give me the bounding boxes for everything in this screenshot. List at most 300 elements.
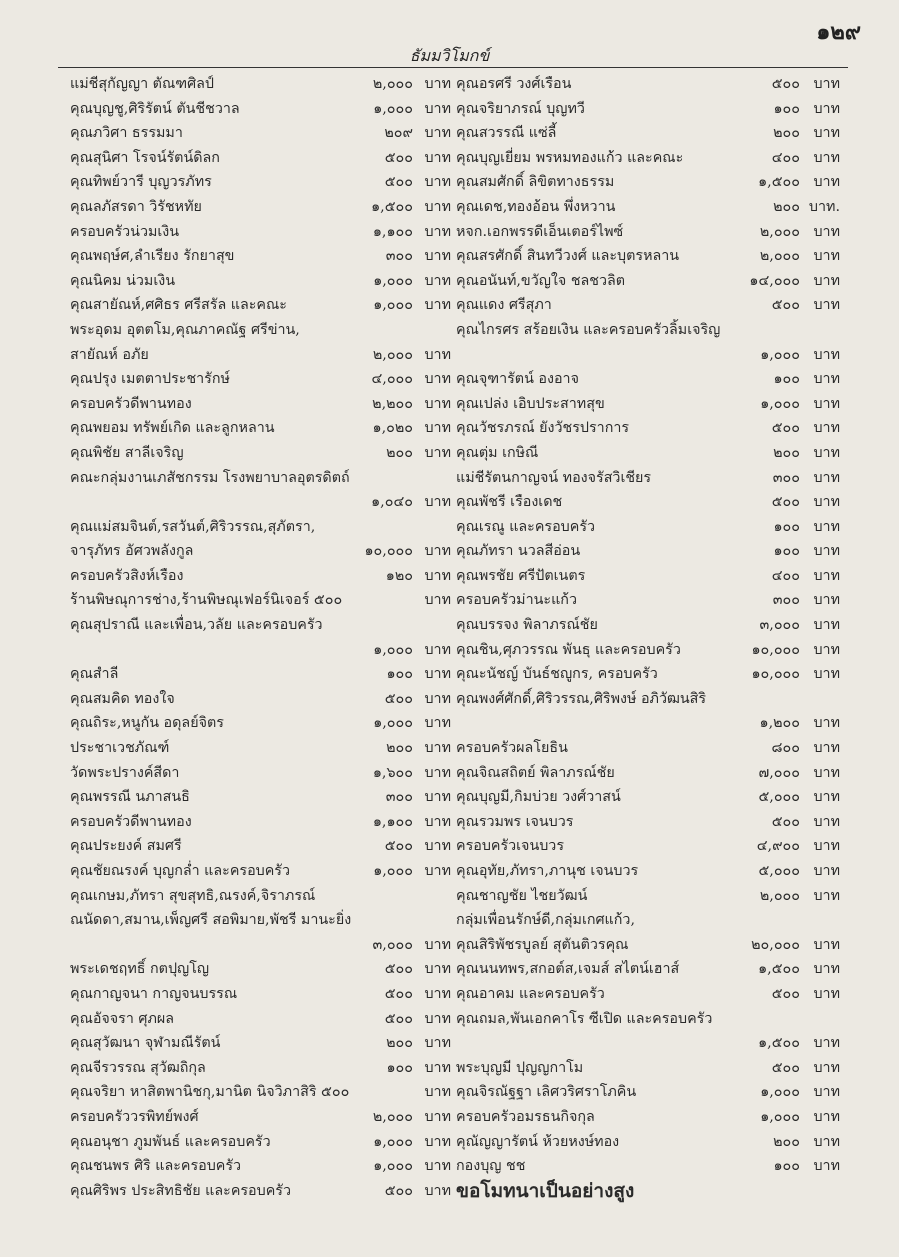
donor-row	[456, 244, 856, 269]
donor-name: คุณัญญารัตน์ ห้วยหงษ์ทอง	[456, 1133, 620, 1150]
donor-row	[70, 244, 465, 269]
donor-name: คุณสายัณห์,ศศิธร ศรีสรัล และคณะ	[70, 297, 287, 314]
donor-row	[456, 195, 856, 220]
donor-name: คุณสวรรณี แซ่ลี้	[456, 125, 557, 142]
currency-unit: บาท	[424, 371, 451, 388]
donation-amount: ๒,๐๐๐	[759, 887, 800, 904]
currency-unit: บาท	[813, 813, 840, 830]
donor-row	[70, 908, 465, 933]
donation-amount: ๕๐๐	[384, 1182, 413, 1199]
donor-row	[70, 810, 465, 835]
donor-row	[70, 441, 465, 466]
currency-unit: บาท	[424, 838, 451, 855]
donor-name: คุณวัชรภรณ์ ยังวัชรปราการ	[456, 420, 630, 437]
donation-amount: ๑๐๐	[386, 1059, 413, 1076]
currency-unit: บาท	[424, 936, 451, 953]
currency-unit: บาท	[424, 444, 451, 461]
donation-amount: ๑,๐๐๐	[760, 395, 800, 412]
left-donor-column	[70, 72, 465, 1203]
donor-row	[456, 908, 856, 933]
currency-unit: บาท	[424, 1084, 451, 1101]
currency-unit: บาท	[813, 1158, 840, 1175]
donor-name: คุณนิคม น่วมเงิน	[70, 272, 175, 289]
donation-amount: ๕๐๐	[771, 76, 800, 92]
donor-name: ครอบครัวผลโยธิน	[456, 740, 568, 757]
donor-row	[70, 834, 465, 859]
currency-unit: บาท	[424, 100, 451, 117]
donor-row	[456, 1105, 856, 1130]
donation-amount: ๑,๐๐๐	[373, 863, 413, 879]
donation-amount: ๑๐๐	[386, 666, 413, 683]
currency-unit: บาท	[813, 985, 840, 1002]
donor-name: กองบุญ ชช	[456, 1158, 526, 1175]
donor-row	[70, 859, 465, 884]
donor-row	[70, 318, 465, 343]
donor-row	[456, 515, 856, 540]
currency-unit: บาท	[424, 420, 451, 437]
donor-row	[70, 1130, 465, 1155]
donor-name: คุณพฤษ์ศ,ลำเรียง รักยาสุข	[70, 248, 235, 265]
currency-unit: บาท	[424, 346, 451, 363]
donor-row	[456, 343, 856, 368]
right-donor-column	[456, 72, 856, 1203]
donor-name: คุณบุญชู,ศิริรัตน์ ตันชีชวาล	[70, 100, 240, 117]
donation-amount: ๑,๐๐๐	[373, 272, 413, 289]
donor-name: คุณอุทัย,ภัทรา,ภานุช เจนบวร	[456, 863, 639, 879]
donor-row	[70, 1105, 465, 1130]
donation-amount: ๒๐๐	[773, 444, 800, 461]
donation-amount: ๑๐๐	[773, 100, 800, 117]
donor-row	[456, 810, 856, 835]
currency-unit: บาท	[813, 617, 840, 634]
donor-name: คุณพรรณี นภาสนธิ	[70, 789, 190, 806]
donor-row	[70, 638, 465, 663]
donor-row	[70, 343, 465, 368]
donation-amount: ๑๐๐	[773, 371, 800, 388]
donor-row	[70, 515, 465, 540]
donor-row	[456, 1007, 856, 1032]
donor-name: คุณสมคิด ทองใจ	[70, 690, 175, 707]
page-number: ๑๒๙	[816, 19, 861, 45]
currency-unit: บาท	[813, 1133, 840, 1150]
currency-unit: บาท	[813, 494, 840, 511]
donor-name: ครอบครัวดีพานทอง	[70, 395, 192, 412]
donor-row	[70, 539, 465, 564]
currency-unit: บาท	[813, 887, 840, 904]
currency-unit: บาท.	[808, 198, 840, 215]
donor-row	[456, 957, 856, 982]
donor-name: ครอบครัวอมรธนกิจกุล	[456, 1108, 595, 1125]
donor-name: คุณไกรศร สร้อยเงิน และครอบครัวลิ้มเจริญ	[456, 321, 721, 338]
donor-name: กลุ่มเพื่อนรักษ์ดี,กลุ่มเกศแก้ว,	[456, 912, 636, 929]
currency-unit: บาท	[424, 1059, 451, 1076]
donor-row	[456, 72, 856, 97]
currency-unit: บาท	[813, 1059, 840, 1076]
donor-name: คุณจริยา หาสิตพานิชกุ,มานิต นิจวิภาสิริ ๕๐๐	[70, 1084, 350, 1101]
donor-name: คุณสุนิศา โรจน์รัตน์ดิลก	[70, 149, 220, 166]
donation-amount: ๑๐,๐๐๐	[364, 543, 413, 560]
donor-name: คุณะนัชญ์ บันธ์ชญูกร, ครอบครัว	[456, 666, 658, 683]
donation-amount: ๒,๐๐๐	[372, 346, 413, 363]
donor-name: ครอบครัววรพิทย์พงศ์	[70, 1108, 199, 1125]
currency-unit: บาท	[813, 518, 840, 535]
donor-row	[70, 982, 465, 1007]
currency-unit: บาท	[424, 961, 451, 978]
currency-unit: บาท	[813, 764, 840, 781]
donor-row	[456, 1056, 856, 1081]
donor-row	[456, 269, 856, 294]
donor-name: คุณพยอม ทรัพย์เกิด และลูกหลาน	[70, 420, 275, 437]
currency-unit: บาท	[813, 272, 840, 289]
donor-name: คุณพิชัย สาลีเจริญ	[70, 444, 184, 461]
donor-name: คุณเกษม,ภัทรา สุขสุทธิ,ณรงค์,จิราภรณ์	[70, 887, 316, 904]
donor-name: คุณกาญจนา กาญจนบรรณ	[70, 985, 238, 1002]
donor-row	[456, 416, 856, 441]
title-rule	[58, 67, 848, 68]
currency-unit: บาท	[813, 1108, 840, 1125]
donor-name: คุณสุปราณี และเพื่อน,วลัย และครอบครัว	[70, 617, 323, 634]
donation-amount: ๑,๐๐๐	[373, 297, 413, 314]
donation-amount: ๑๐,๐๐๐	[751, 641, 800, 658]
donor-row	[456, 1130, 856, 1155]
donation-amount: ๕๐๐	[771, 297, 800, 314]
donation-amount: ๕๐๐	[384, 174, 413, 191]
currency-unit: บาท	[424, 1108, 451, 1125]
donor-row	[70, 146, 465, 171]
currency-unit: บาท	[424, 272, 451, 289]
donor-row	[70, 97, 465, 122]
donor-row	[456, 146, 856, 171]
donation-amount: ๓๐๐	[772, 469, 800, 486]
donor-name: คุณชิน,ศุภวรรณ พันธุ และครอบครัว	[456, 641, 681, 658]
donation-amount: ๑๒๐	[385, 567, 413, 584]
currency-unit: บาท	[813, 371, 840, 388]
currency-unit: บาท	[813, 76, 840, 92]
currency-unit: บาท	[813, 100, 840, 117]
donation-amount: ๕๐๐	[384, 690, 413, 707]
donor-row	[70, 121, 465, 146]
donor-row	[456, 97, 856, 122]
donation-amount: ๑,๐๐๐	[760, 1084, 800, 1101]
donor-row	[70, 711, 465, 736]
donor-row	[456, 933, 856, 958]
donor-name: คุณพัชรี เรืองเดช	[456, 494, 563, 511]
donation-amount: ๑,๐๐๐	[373, 1133, 413, 1150]
donation-amount: ๑,๐๐๐	[760, 346, 800, 363]
donor-row	[70, 170, 465, 195]
donation-amount: ๑๔,๐๐๐	[749, 272, 800, 289]
currency-unit: บาท	[813, 543, 840, 560]
donor-name: คุณภวิศา ธรรมมา	[70, 125, 183, 142]
donor-name: ครอบครัวม่านะแก้ว	[456, 592, 577, 609]
donor-name: คุณอาคม และครอบครัว	[456, 985, 605, 1002]
donor-name: คุณปรุง เมตตาประชารักษ์	[70, 371, 230, 388]
donation-amount: ๕๐๐	[384, 1010, 413, 1027]
currency-unit: บาท	[424, 740, 451, 757]
donor-name: จารุภัทร อัศวพลังกูล	[70, 543, 194, 560]
donation-amount: ๒,๒๐๐	[372, 395, 413, 412]
donor-name: หจก.เอกพรรดีเอ็นเตอร์ไพซ์	[456, 223, 624, 240]
donor-row	[456, 293, 856, 318]
donor-name: พระเดชฤทธิ์ กตปุญโญ	[70, 961, 210, 978]
donor-name: คุณสรศักดิ์ สินทวีวงศ์ และบุตรหลาน	[456, 248, 680, 265]
donor-name: คุณพรชัย ศรีปัตเนตร	[456, 567, 586, 584]
donation-amount: ๔,๙๐๐	[756, 838, 800, 855]
donation-amount: ๓,๐๐๐	[372, 936, 413, 953]
donation-amount: ๒๐๐	[773, 198, 800, 215]
donor-name: คุณอนันท์,ขวัญใจ ชลชวลิต	[456, 272, 626, 289]
donor-row	[456, 884, 856, 909]
donor-name: คณะกลุ่มงานเภสัชกรรม โรงพยาบาลอุตรดิตถ์	[70, 469, 350, 486]
donation-amount: ๔๐๐	[771, 567, 800, 584]
donation-amount: ๒๐๐	[386, 444, 413, 461]
donor-name: คุณทิพย์วารี บุญวรภัทร	[70, 174, 212, 191]
donor-row	[70, 1179, 465, 1204]
donor-row	[456, 367, 856, 392]
donor-row	[70, 1056, 465, 1081]
donor-row	[70, 613, 465, 638]
donor-name: คุณจีรวรรณ สุวัฒถิกุล	[70, 1059, 206, 1076]
currency-unit: บาท	[813, 223, 840, 240]
donor-name: คุณศิริพร ประสิทธิชัย และครอบครัว	[70, 1182, 291, 1199]
donor-name: คุณสำลี	[70, 666, 119, 683]
donor-row	[70, 293, 465, 318]
donation-amount: ๑,๑๐๐	[372, 813, 413, 830]
donor-name: คุณบุญเยี่ยม พรหมทองแก้ว และคณะ	[456, 149, 684, 166]
donor-name: คุณลภัสรดา วิรัชหทัย	[70, 198, 202, 215]
donor-row	[456, 687, 856, 712]
donor-name: ครอบครัวเจนบวร	[456, 838, 564, 855]
donor-name: คุณนนทพร,สกอต์ส,เจมส์ สไตน์เฮาส์	[456, 961, 680, 978]
donation-amount: ๑,๑๐๐	[372, 223, 413, 240]
currency-unit: บาท	[813, 592, 840, 609]
currency-unit: บาท	[424, 789, 451, 806]
donor-name: ประชาเวชภัณฑ์	[70, 740, 170, 757]
currency-unit: บาท	[424, 223, 451, 240]
donor-row	[456, 220, 856, 245]
donation-amount: ๑,๖๐๐	[372, 764, 413, 781]
donor-name: ครอบครัวดีพานทอง	[70, 813, 192, 830]
donor-row	[70, 687, 465, 712]
donation-amount: ๔,๐๐๐	[371, 371, 413, 388]
donation-amount: ๑๐๐	[773, 518, 800, 535]
currency-unit: บาท	[424, 666, 451, 683]
donor-row	[70, 884, 465, 909]
donation-amount: ๒,๐๐๐	[759, 223, 800, 240]
donation-amount: ๔๐๐	[771, 149, 800, 166]
currency-unit: บาท	[813, 567, 840, 584]
currency-unit: บาท	[424, 592, 451, 609]
currency-unit: บาท	[424, 494, 451, 511]
currency-unit: บาท	[813, 789, 840, 806]
donor-name: คุณบรรจง พิลาภรณ์ชัย	[456, 617, 598, 634]
donor-row	[456, 392, 856, 417]
currency-unit: บาท	[813, 395, 840, 412]
donor-row	[70, 195, 465, 220]
donation-amount: ๑,๐๔๐	[371, 494, 413, 511]
donor-name: คุณจุฑารัตน์ องอาจ	[456, 371, 579, 388]
donor-row	[70, 1031, 465, 1056]
donor-row	[70, 785, 465, 810]
donor-name: คุณชัยณรงค์ บุญกล่ำ และครอบครัว	[70, 863, 291, 879]
donor-name: คุณเรณู และครอบครัว	[456, 518, 596, 535]
donation-amount: ๒๐,๐๐๐	[751, 936, 800, 953]
donor-row	[70, 416, 465, 441]
donation-amount: ๑๐๐	[773, 1158, 800, 1175]
donation-amount: ๑,๕๐๐	[758, 961, 800, 978]
currency-unit: บาท	[424, 125, 451, 142]
currency-unit: บาท	[424, 198, 451, 215]
donor-row	[70, 588, 465, 613]
donation-amount: ๒๐๐	[773, 1133, 800, 1150]
donor-row	[70, 72, 465, 97]
donor-name: คุณพงศ์ศักดิ์,ศิริวรรณ,ศิริพงษ์ อภิวัฒนสิริ	[456, 690, 707, 707]
donor-row	[70, 392, 465, 417]
donation-amount: ๑,๕๐๐	[371, 198, 413, 215]
donor-row	[456, 859, 856, 884]
donor-row	[456, 785, 856, 810]
donor-name: คุณสมศักดิ์ ลิขิตทางธรรม	[456, 174, 615, 191]
donor-name: สายัณห์ อภัย	[70, 346, 149, 363]
currency-unit: บาท	[813, 346, 840, 363]
currency-unit: บาท	[813, 715, 840, 732]
donor-name: คุณอัจจรา ศุภผล	[70, 1010, 175, 1027]
donation-amount: ๑,๐๐๐	[373, 100, 413, 117]
currency-unit: บาท	[424, 543, 451, 560]
donor-row	[456, 613, 856, 638]
donation-amount: ๒,๐๐๐	[372, 76, 413, 92]
donation-amount: ๕๐๐	[384, 961, 413, 978]
currency-unit: บาท	[813, 838, 840, 855]
donation-amount: ๓๐๐	[385, 248, 413, 265]
donation-amount: ๓๐๐	[772, 592, 800, 609]
donor-row	[456, 539, 856, 564]
donation-amount: ๕๐๐	[771, 985, 800, 1002]
donor-name: ณนัดดา,สมาน,เพ็ญศรี สอพิมาย,พัชรี มานะยิ่ง	[70, 912, 352, 929]
donation-amount: ๕๐๐	[384, 149, 413, 166]
donor-name: คุณสิริพัชรบูลย์ สุตันติวรคุณ	[456, 936, 629, 953]
donor-row	[456, 982, 856, 1007]
donation-amount: ๑,๒๐๐	[759, 715, 800, 732]
donation-amount: ๕๐๐	[771, 494, 800, 511]
donor-name: คุณสุวัฒนา จุฬามณีรัตน์	[70, 1035, 221, 1052]
donation-amount: ๕๐๐	[771, 1059, 800, 1076]
currency-unit: บาท	[813, 641, 840, 658]
donor-row	[456, 761, 856, 786]
donation-amount: ๕๐๐	[771, 813, 800, 830]
donor-name: คุณชนพร ศิริ และครอบครัว	[70, 1158, 242, 1175]
donation-amount: ๒,๐๐๐	[759, 248, 800, 265]
donor-row	[70, 220, 465, 245]
donor-name: คุณภัทรา นวลสีอ่อน	[456, 543, 581, 560]
currency-unit: บาท	[813, 961, 840, 978]
currency-unit: บาท	[424, 1133, 451, 1150]
donation-amount: ๑,๐๒๐	[372, 420, 413, 437]
donation-amount: ๑,๐๐๐	[373, 641, 413, 658]
currency-unit: บาท	[813, 444, 840, 461]
currency-unit: บาท	[424, 297, 451, 314]
donation-amount: ๑,๕๐๐	[758, 1035, 800, 1052]
donor-name: คุณแดง ศรีสุภา	[456, 297, 552, 314]
currency-unit: บาท	[813, 149, 840, 166]
closing-text: ขอโมทนาเป็นอย่างสูง	[456, 1179, 635, 1202]
donor-name: คุณประยงค์ สมศรี	[70, 838, 182, 855]
donor-row	[70, 957, 465, 982]
donor-name: ร้านพิษณุการช่าง,ร้านพิษณุเฟอร์นิเจอร์ ๕๐๐	[70, 592, 343, 609]
currency-unit: บาท	[424, 1158, 451, 1175]
donor-row	[70, 662, 465, 687]
currency-unit: บาท	[424, 715, 451, 732]
section-title: ธัมมวิโมกข์	[409, 46, 490, 65]
currency-unit: บาท	[813, 936, 840, 953]
donor-row	[70, 367, 465, 392]
donation-amount: ๒๐๐	[773, 125, 800, 142]
donor-name: คุณจิรณัฐฐา เลิศวริศราโภคิน	[456, 1084, 637, 1101]
currency-unit: บาท	[424, 76, 451, 92]
donor-row	[456, 1080, 856, 1105]
donation-amount: ๕,๐๐๐	[758, 789, 800, 806]
donor-row	[70, 736, 465, 761]
donor-row	[456, 588, 856, 613]
donor-name: พระบุญมี ปุญญกาโม	[456, 1059, 584, 1076]
currency-unit: บาท	[813, 174, 840, 191]
donor-row	[70, 761, 465, 786]
currency-unit: บาท	[813, 1084, 840, 1101]
currency-unit: บาท	[424, 641, 451, 658]
currency-unit: บาท	[813, 420, 840, 437]
currency-unit: บาท	[813, 863, 840, 879]
donor-name: คุณเดช,ทองอ้อน พึ่งหวาน	[456, 198, 616, 215]
currency-unit: บาท	[424, 567, 451, 584]
currency-unit: บาท	[424, 690, 451, 707]
donor-row	[456, 736, 856, 761]
donor-row	[456, 834, 856, 859]
donation-amount: ๘๐๐	[771, 740, 800, 757]
donor-name: คุณชาญชัย ไชยวัฒน์	[456, 887, 588, 904]
currency-unit: บาท	[424, 985, 451, 1002]
donor-row	[70, 1007, 465, 1032]
donor-row	[456, 662, 856, 687]
donation-amount: ๑๐๐	[773, 543, 800, 560]
currency-unit: บาท	[813, 469, 840, 486]
donation-amount: ๒,๐๐๐	[372, 1108, 413, 1125]
currency-unit: บาท	[424, 395, 451, 412]
currency-unit: บาท	[813, 125, 840, 142]
currency-unit: บาท	[424, 863, 451, 879]
donor-name: คุณรวมพร เจนบวร	[456, 813, 574, 830]
donor-name: วัดพระปรางค์สีดา	[70, 764, 180, 781]
currency-unit: บาท	[424, 1010, 451, 1027]
donor-name: พระอุดม อุตตโม,คุณภาคณัฐ ศรีข่าน,	[70, 321, 300, 338]
donation-amount: ๒๐๐	[386, 740, 413, 757]
currency-unit: บาท	[813, 248, 840, 265]
donor-name: คุณเปล่ง เอิบประสาทสุข	[456, 395, 605, 412]
donor-row	[70, 490, 465, 515]
donor-row	[70, 564, 465, 589]
donor-name: คุณแม่สมจินต์,รสวันต์,ศิริวรรณ,สุภัตรา,	[70, 518, 316, 535]
donor-row	[456, 318, 856, 343]
donation-amount: ๓๐๐	[385, 789, 413, 806]
donation-amount: ๕๐๐	[384, 838, 413, 855]
donation-amount: ๑,๐๐๐	[760, 1108, 800, 1125]
donor-row	[456, 638, 856, 663]
donor-name: แม่ชีรัตนกาญจน์ ทองจรัสวิเชียร	[456, 469, 652, 486]
donor-row	[456, 490, 856, 515]
currency-unit: บาท	[424, 1182, 451, 1199]
donor-row	[456, 1154, 856, 1179]
donation-amount: ๕๐๐	[771, 420, 800, 437]
currency-unit: บาท	[424, 764, 451, 781]
